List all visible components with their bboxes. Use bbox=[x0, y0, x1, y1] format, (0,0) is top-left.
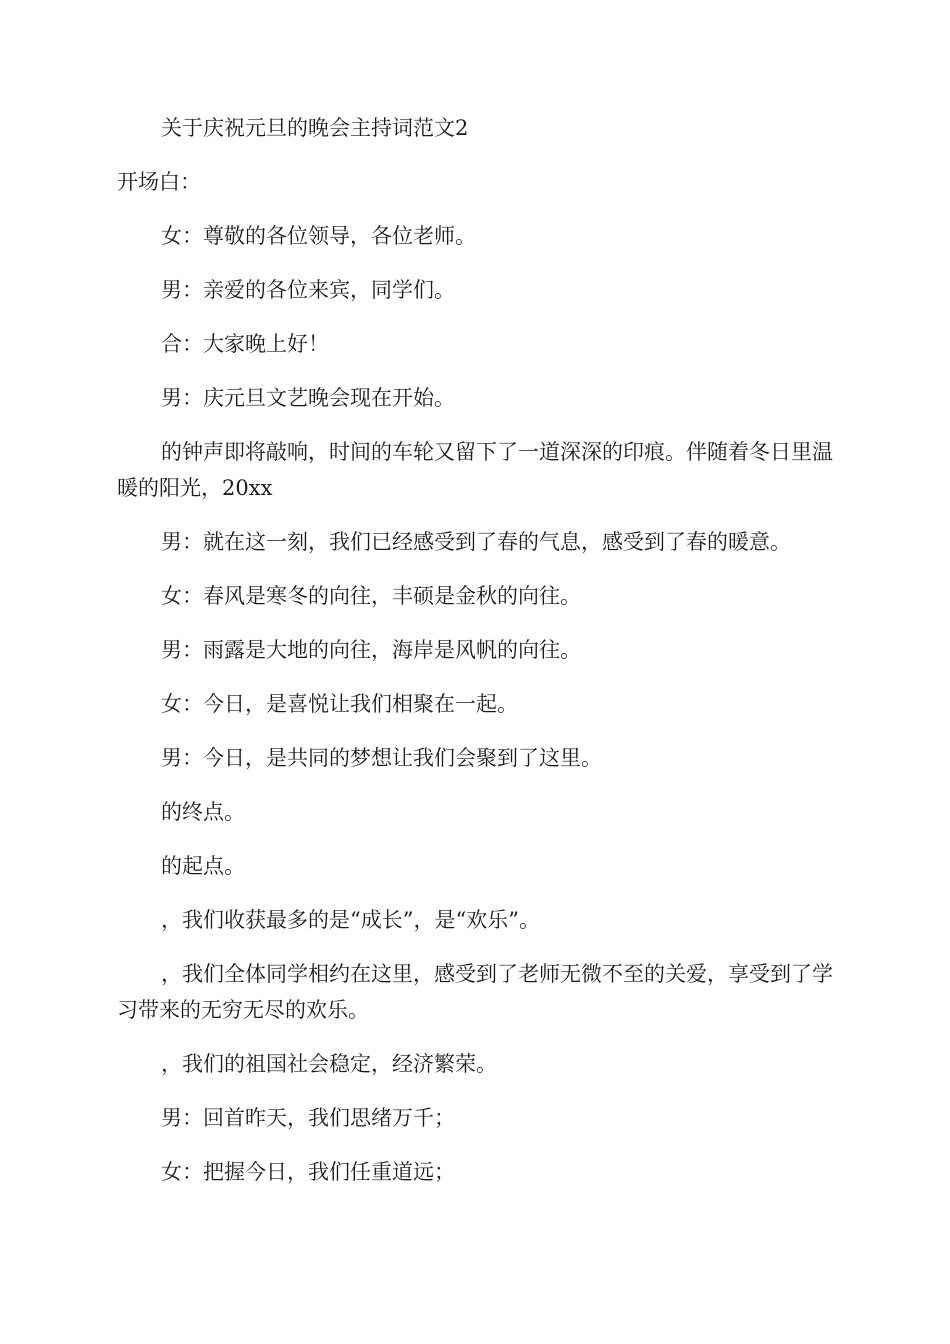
paragraph: ，我们的祖国社会稳定，经济繁荣。 bbox=[161, 1052, 497, 1076]
paragraph: 男：今日，是共同的梦想让我们会聚到了这里。 bbox=[161, 746, 602, 770]
paragraph: 男：回首昨天，我们思绪万千； bbox=[161, 1106, 455, 1130]
paragraph: 女：尊敬的各位领导，各位老师。 bbox=[161, 224, 476, 248]
paragraph: 男：雨露是大地的向往，海岸是风帆的向往。 bbox=[161, 638, 581, 662]
paragraph: 女：今日，是喜悦让我们相聚在一起。 bbox=[161, 692, 518, 716]
document-title: 关于庆祝元旦的晚会主持词范文2 bbox=[161, 116, 469, 140]
paragraph: 女：春风是寒冬的向往，丰硕是金秋的向往。 bbox=[161, 584, 581, 608]
paragraph: 女：把握今日，我们任重道远； bbox=[161, 1160, 455, 1184]
document-body bbox=[117, 110, 835, 1208]
paragraph: ，我们收获最多的是“成长”，是“欢乐”。 bbox=[161, 908, 540, 932]
paragraph: ，我们全体同学相约在这里，感受到了老师无微不至的关爱，享受到了学习带来的无穷无尽的欢乐。 bbox=[117, 962, 833, 1022]
paragraph: 的终点。 bbox=[161, 800, 245, 824]
paragraph: 男：就在这一刻，我们已经感受到了春的气息，感受到了春的暖意。 bbox=[161, 530, 791, 554]
paragraph: 的钟声即将敲响，时间的车轮又留下了一道深深的印痕。伴随着冬日里温暖的阳光，20xx bbox=[117, 440, 833, 500]
paragraph: 男：亲爱的各位来宾，同学们。 bbox=[161, 278, 455, 302]
section-label: 开场白： bbox=[117, 170, 201, 194]
paragraph: 合：大家晚上好！ bbox=[161, 332, 329, 356]
paragraph: 男：庆元旦文艺晚会现在开始。 bbox=[161, 386, 455, 410]
paragraph: 的起点。 bbox=[161, 854, 245, 878]
